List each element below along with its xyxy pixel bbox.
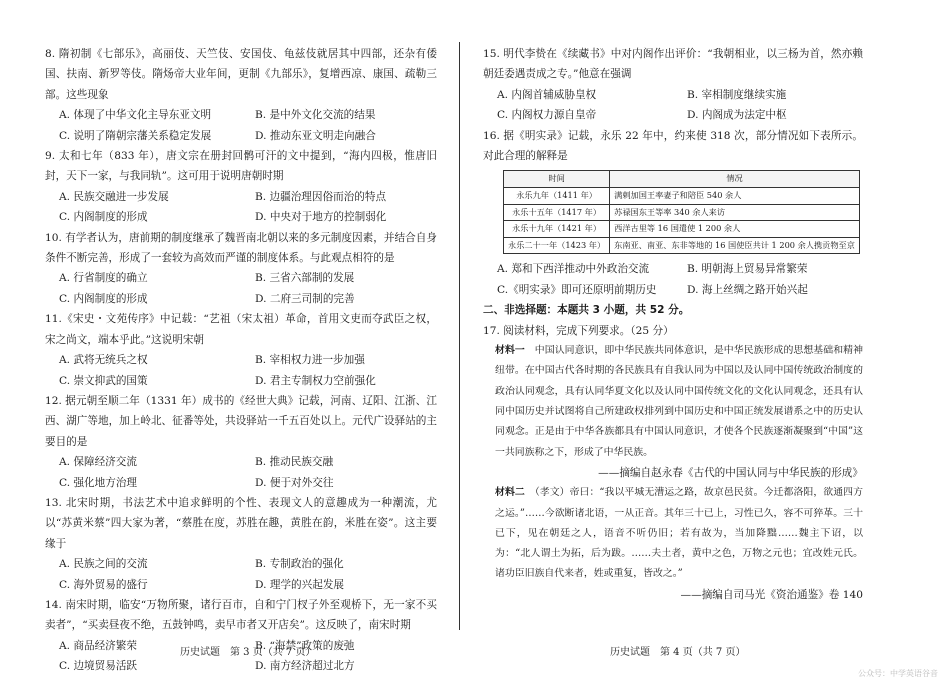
question-stem: 10. 有学者认为，唐前期的制度继承了魏晋南北朝以来的多元制度因素，并结合自身条件不断完善，形成了一套较为高效而严谨的制度体系。与此观点相符的是: [45, 231, 437, 265]
option-d: D. 内阁成为法定中枢: [687, 109, 787, 122]
option-c: C. 内阁权力源自皇帝: [497, 109, 597, 122]
option-c: C. 边境贸易活跃: [59, 660, 138, 673]
question-16: [483, 126, 863, 301]
section-heading: 二、非选择题：本题共 3 小题，共 52 分。: [483, 304, 690, 317]
option-a: A. 保障经济交流: [59, 456, 137, 469]
page-footer-left: 历史试题 第 3 页（共 7 页）: [180, 647, 316, 658]
option-c: C. 强化地方治理: [59, 476, 138, 489]
options: [483, 259, 863, 300]
question-stem: 11.《宋史・文苑传序》中记载：“艺祖（宋太祖）革命，首用文吏而夺武臣之权，宋之尚文，端本乎此。”这说明宋朝: [45, 313, 437, 346]
table-header-situation: 情况: [610, 171, 860, 188]
material-one-text: 中国认同意识，即中华民族共同体意识，是中华民族形成的思想基础和精神纽带。在中国古代各时期的各民族具有自我认同为中国以及认同中国传统政治制度的政治认同观念，具有认同华夏文化以及认同中国传统文化的文化认同观念，还具有认同中国历史并试图将自己所建政权排列到中国历史和中国正统发展谱系之中的历史认同观念。正是由于中华各族都具有中国认同意识，才使各个民族逐渐凝聚到“中国”这一共同族称之下，形成了中华民族。: [495, 345, 863, 458]
question-stem: 17. 阅读材料，完成下列要求。（25 分）: [483, 324, 674, 337]
option-d: D. 二府三司制的完善: [255, 292, 355, 305]
option-b: B. 专制政治的强化: [255, 558, 344, 571]
option-c: C.《明实录》即可还原明前期历史: [497, 283, 657, 296]
envoy-table: [503, 170, 860, 254]
options: [45, 187, 437, 228]
question-stem: 9. 太和七年（833 年），唐文宗在册封回鹘可汗的文中提到，“海内四极，惟唐旧封，天下一家，与我同轨”。这可用于说明唐朝时期: [45, 150, 437, 183]
table-cell-situation: 东南亚、南亚、东非等地的 16 国使臣共计 1 200 余人携贡物至京: [610, 237, 860, 254]
option-d: D. 海上丝绸之路开始兴起: [687, 283, 808, 296]
option-b: B. 宰相权力进一步加强: [255, 354, 365, 367]
option-a: A. 武将无统兵之权: [59, 354, 148, 367]
option-a: A. 民族之间的交流: [59, 558, 148, 571]
option-d: D. 君主专制权力空前强化: [255, 374, 376, 387]
option-c: C. 说明了隋朝宗藩关系稳定发展: [59, 129, 212, 142]
option-d: D. 理学的兴起发展: [255, 578, 345, 591]
material-two-text: （孝文）帝曰：“我以平城无漕运之路，故京邑民贫。今迁都洛阳，欲通四方之运。”……今欲断诸北语，一从正音。其年三十已上，习性已久，容不可猝革。三十已下，见在朝廷之人，语音不听仍旧；若有故为，当加降黜……魏主下诏，以为：“北人谓土为拓，后为跋。……夫土者，黄中之色，万物之元也；宜改姓元氏。诸功臣旧族自代来者，姓或重复，皆改之。”: [495, 487, 863, 580]
question-stem: 13. 北宋时期，书法艺术中追求鲜明的个性、表现文人的意趣成为一种潮流，尤以“苏黄米蔡”四大家为著，“蔡胜在度，苏胜在趣，黄胜在韵，米胜在姿”。这主要缘于: [45, 496, 437, 550]
option-b: B. 宰相制度继续实施: [687, 88, 787, 101]
option-a: A. 内阁首辅威胁皇权: [497, 88, 597, 101]
option-b: B. “海禁”政策的废弛: [255, 639, 355, 652]
option-d: D. 南方经济超过北方: [255, 660, 355, 673]
column-divider: [459, 42, 460, 630]
question-9: [45, 146, 437, 228]
question-stem: 15. 明代李贽在《续藏书》中对内阁作出评价：“我朝相业，以三杨为首，然亦赖朝廷委遇责成之专。”他意在强调: [483, 48, 863, 81]
option-a: A. 体现了中华文化主导东亚文明: [59, 109, 212, 122]
question-8: [45, 44, 437, 146]
option-c: C. 内阁制度的形成: [59, 292, 148, 305]
question-10: [45, 228, 437, 310]
material-one-source: ——摘编自赵永春《古代的中国认同与中华民族的形成》: [598, 466, 863, 479]
options: [45, 105, 437, 146]
left-column: [45, 44, 437, 677]
table-cell-time: 永乐九年（1411 年）: [504, 188, 610, 205]
material-one-label: 材料一: [495, 345, 525, 357]
option-c: C. 内阁制度的形成: [59, 211, 148, 224]
right-column: [483, 44, 863, 605]
options: [45, 452, 437, 493]
question-15: [483, 44, 863, 126]
option-b: B. 三省六部制的发展: [255, 272, 355, 285]
option-a: A. 商品经济繁荣: [59, 639, 137, 652]
question-12: [45, 391, 437, 493]
table-row: [504, 237, 860, 254]
options: [45, 350, 437, 391]
table-row: [504, 188, 860, 205]
option-b: B. 是中外文化交流的结果: [255, 109, 376, 122]
options: [45, 268, 437, 309]
option-d: D. 中央对于地方的控制弱化: [255, 211, 387, 224]
table-header-time: 时间: [504, 171, 610, 188]
question-13: [45, 493, 437, 595]
option-c: C. 海外贸易的盛行: [59, 578, 148, 591]
option-a: A. 行省制度的确立: [59, 272, 148, 285]
options: [483, 85, 863, 126]
option-b: B. 边疆治理因俗而治的特点: [255, 190, 387, 203]
page-footer-right: 历史试题 第 4 页（共 7 页）: [610, 647, 746, 658]
material-two-source: ——摘编自司马光《资治通鉴》卷 140: [680, 588, 863, 601]
option-a: A. 郑和下西洋推动中外政治交流: [497, 263, 650, 276]
table-cell-time: 永乐十九年（1421 年）: [504, 221, 610, 238]
table-cell-situation: 西洋古里等 16 国遣使 1 200 余人: [610, 221, 860, 238]
material-two-label: 材料二: [495, 487, 525, 499]
question-11: [45, 309, 437, 391]
question-stem: 12. 据元朝至顺二年（1331 年）成书的《经世大典》记载，河南、辽阳、江浙、江西、湖广等地，加上岭北、征番等处，共设驿站一千五百处以上。元代广设驿站的主要目的是: [45, 394, 437, 448]
option-b: B. 明朝海上贸易异常繁荣: [687, 263, 808, 276]
question-stem: 8. 隋初制《七部乐》，高丽伎、天竺伎、安国伎、龟兹伎就居其中四部，还杂有倭国、扶南、新罗等伎。隋炀帝大业年间，更制《九部乐》，复增西凉、康国、疏勒三部。这些现象: [45, 48, 437, 101]
table-row: [504, 221, 860, 238]
question-14: [45, 595, 437, 677]
table-cell-situation: 苏禄国东王等率 340 余人来访: [610, 204, 860, 221]
watermark: 公众号：中学英语谷音: [858, 669, 938, 678]
table-cell-time: 永乐十五年（1417 年）: [504, 204, 610, 221]
table-cell-time: 永乐二十一年（1423 年）: [504, 237, 610, 254]
table-header-row: [504, 171, 860, 188]
question-stem: 16. 据《明实录》记载，永乐 22 年中，约来使 318 次，部分情况如下表所示。对此合理的解释是: [483, 129, 863, 163]
option-d: D. 推动东亚文明走向融合: [255, 129, 376, 142]
option-c: C. 崇文抑武的国策: [59, 374, 148, 387]
option-d: D. 便于对外交往: [255, 476, 334, 489]
options: [45, 554, 437, 595]
material-one: [483, 341, 863, 463]
material-two: [483, 483, 863, 584]
option-b: B. 推动民族交融: [255, 456, 334, 469]
table-row: [504, 204, 860, 221]
option-a: A. 民族交融进一步发展: [59, 190, 169, 203]
question-17: [483, 321, 863, 605]
table-cell-situation: 满剌加国王率妻子和陪臣 540 余人: [610, 188, 860, 205]
question-stem: 14. 南宋时期，临安“万物所聚，诸行百市，自和宁门杈子外至观桥下，无一家不买卖者”，“买卖昼夜不绝，五鼓钟鸣，卖早市者又开店矣”。这反映了，南宋时期: [45, 598, 437, 632]
